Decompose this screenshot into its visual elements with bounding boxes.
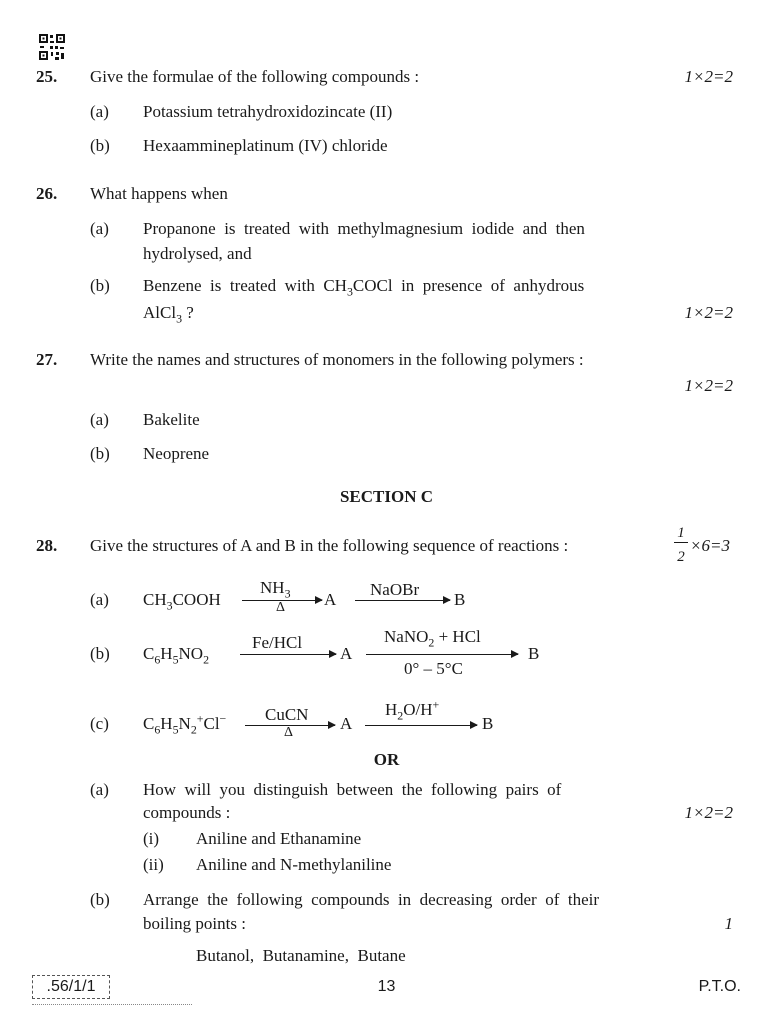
reactant-formula: $CH_3COOH$ (143, 590, 221, 613)
marks: 1×2=2 (684, 803, 733, 822)
marks: 1 (724, 914, 733, 933)
marks-fraction-denominator: 2 (677, 549, 685, 565)
compound-list: Butanol, Butanamine, Butane (196, 946, 406, 965)
option-text: Hexaammineplatinum (IV) chloride (143, 136, 388, 155)
product-label: B (482, 714, 494, 733)
option-label: (c) (90, 714, 109, 733)
question-number: 26. (36, 184, 58, 203)
reagent: CuCN (265, 705, 309, 724)
product-label: A (340, 714, 353, 733)
sub-option-label: (ii) (143, 855, 164, 874)
option-text: Arrange the following compounds in decreasing order of their (143, 890, 600, 909)
option-text: How will you distinguish between the following pairs of (143, 780, 562, 799)
reagent: $H_2O/H^+$ (385, 697, 440, 723)
marks: ×6=3 (690, 536, 730, 555)
paper-code: .56/1/1 (32, 975, 110, 999)
option-label: (b) (90, 276, 110, 295)
marks: 1×2=2 (684, 303, 733, 322)
option-label: (a) (90, 590, 109, 609)
question-number: 27. (36, 350, 58, 369)
reagent: $NH_3$ (260, 578, 291, 601)
option-label: (b) (90, 136, 110, 155)
reagent: NaNO$_2$ + HCl (384, 627, 481, 650)
option-label: (b) (90, 644, 110, 663)
option-label: (b) (90, 444, 110, 463)
product-label: A (324, 590, 337, 609)
option-text: Propanone is treated with methylmagnesium iodide and then (143, 219, 585, 238)
option-text: hydrolysed, and (143, 244, 252, 263)
reagent: NaOBr (370, 580, 420, 599)
marks: 1×2=2 (684, 376, 733, 395)
divider (32, 1004, 192, 1005)
reaction-condition: Δ (276, 600, 286, 615)
option-text: Neoprene (143, 444, 210, 463)
product-label: B (454, 590, 466, 609)
option-text: Bakelite (143, 410, 200, 429)
or-heading: OR (373, 750, 400, 769)
marks: 1×2=2 (684, 67, 733, 86)
option-text: boiling points : (143, 914, 246, 933)
option-text: AlCl$_3$ ? (143, 303, 194, 326)
section-heading: SECTION C (339, 487, 434, 506)
reaction-condition: Δ (284, 725, 294, 740)
reaction-arrow (355, 600, 450, 601)
sub-option-text: Aniline and N-methylaniline (196, 855, 392, 874)
page-number: 13 (377, 978, 396, 995)
option-label: (a) (90, 102, 109, 121)
question-number: 25. (36, 67, 58, 86)
reaction-condition: 0° – 5°C (404, 659, 463, 678)
product-label: B (528, 644, 540, 663)
reactant-formula: $C_6H_5NO_2$ (143, 644, 210, 667)
product-label: A (340, 644, 353, 663)
sub-option-label: (i) (143, 829, 160, 848)
question-number: 28. (36, 536, 58, 555)
question-text: Give the formulae of the following compounds : (90, 67, 420, 86)
option-text: compounds : (143, 803, 231, 822)
question-text: Write the names and structures of monomers in the following polymers : (90, 350, 584, 369)
option-label: (a) (90, 410, 109, 429)
reaction-arrow (240, 654, 336, 655)
pto-label: P.T.O. (698, 978, 741, 995)
question-text: Give the structures of A and B in the following sequence of reactions : (90, 536, 569, 555)
reagent: Fe/HCl (252, 633, 303, 652)
qr-code-icon (38, 33, 66, 61)
sub-option-text: Aniline and Ethanamine (196, 829, 362, 848)
option-text: Benzene is treated with $CH_3COCl$ in presence of anhydrous (143, 276, 585, 299)
option-label: (a) (90, 780, 109, 799)
option-label: (b) (90, 890, 110, 909)
question-text: What happens when (90, 184, 228, 203)
reaction-arrow (366, 654, 518, 655)
marks-fraction-numerator: 1 (674, 524, 688, 543)
option-text: Potassium tetrahydroxidozincate (II) (143, 102, 393, 121)
reaction-arrow (365, 725, 477, 726)
option-label: (a) (90, 219, 109, 238)
reactant-formula: $C_6H_5N_2^+Cl^-$ (143, 711, 227, 737)
